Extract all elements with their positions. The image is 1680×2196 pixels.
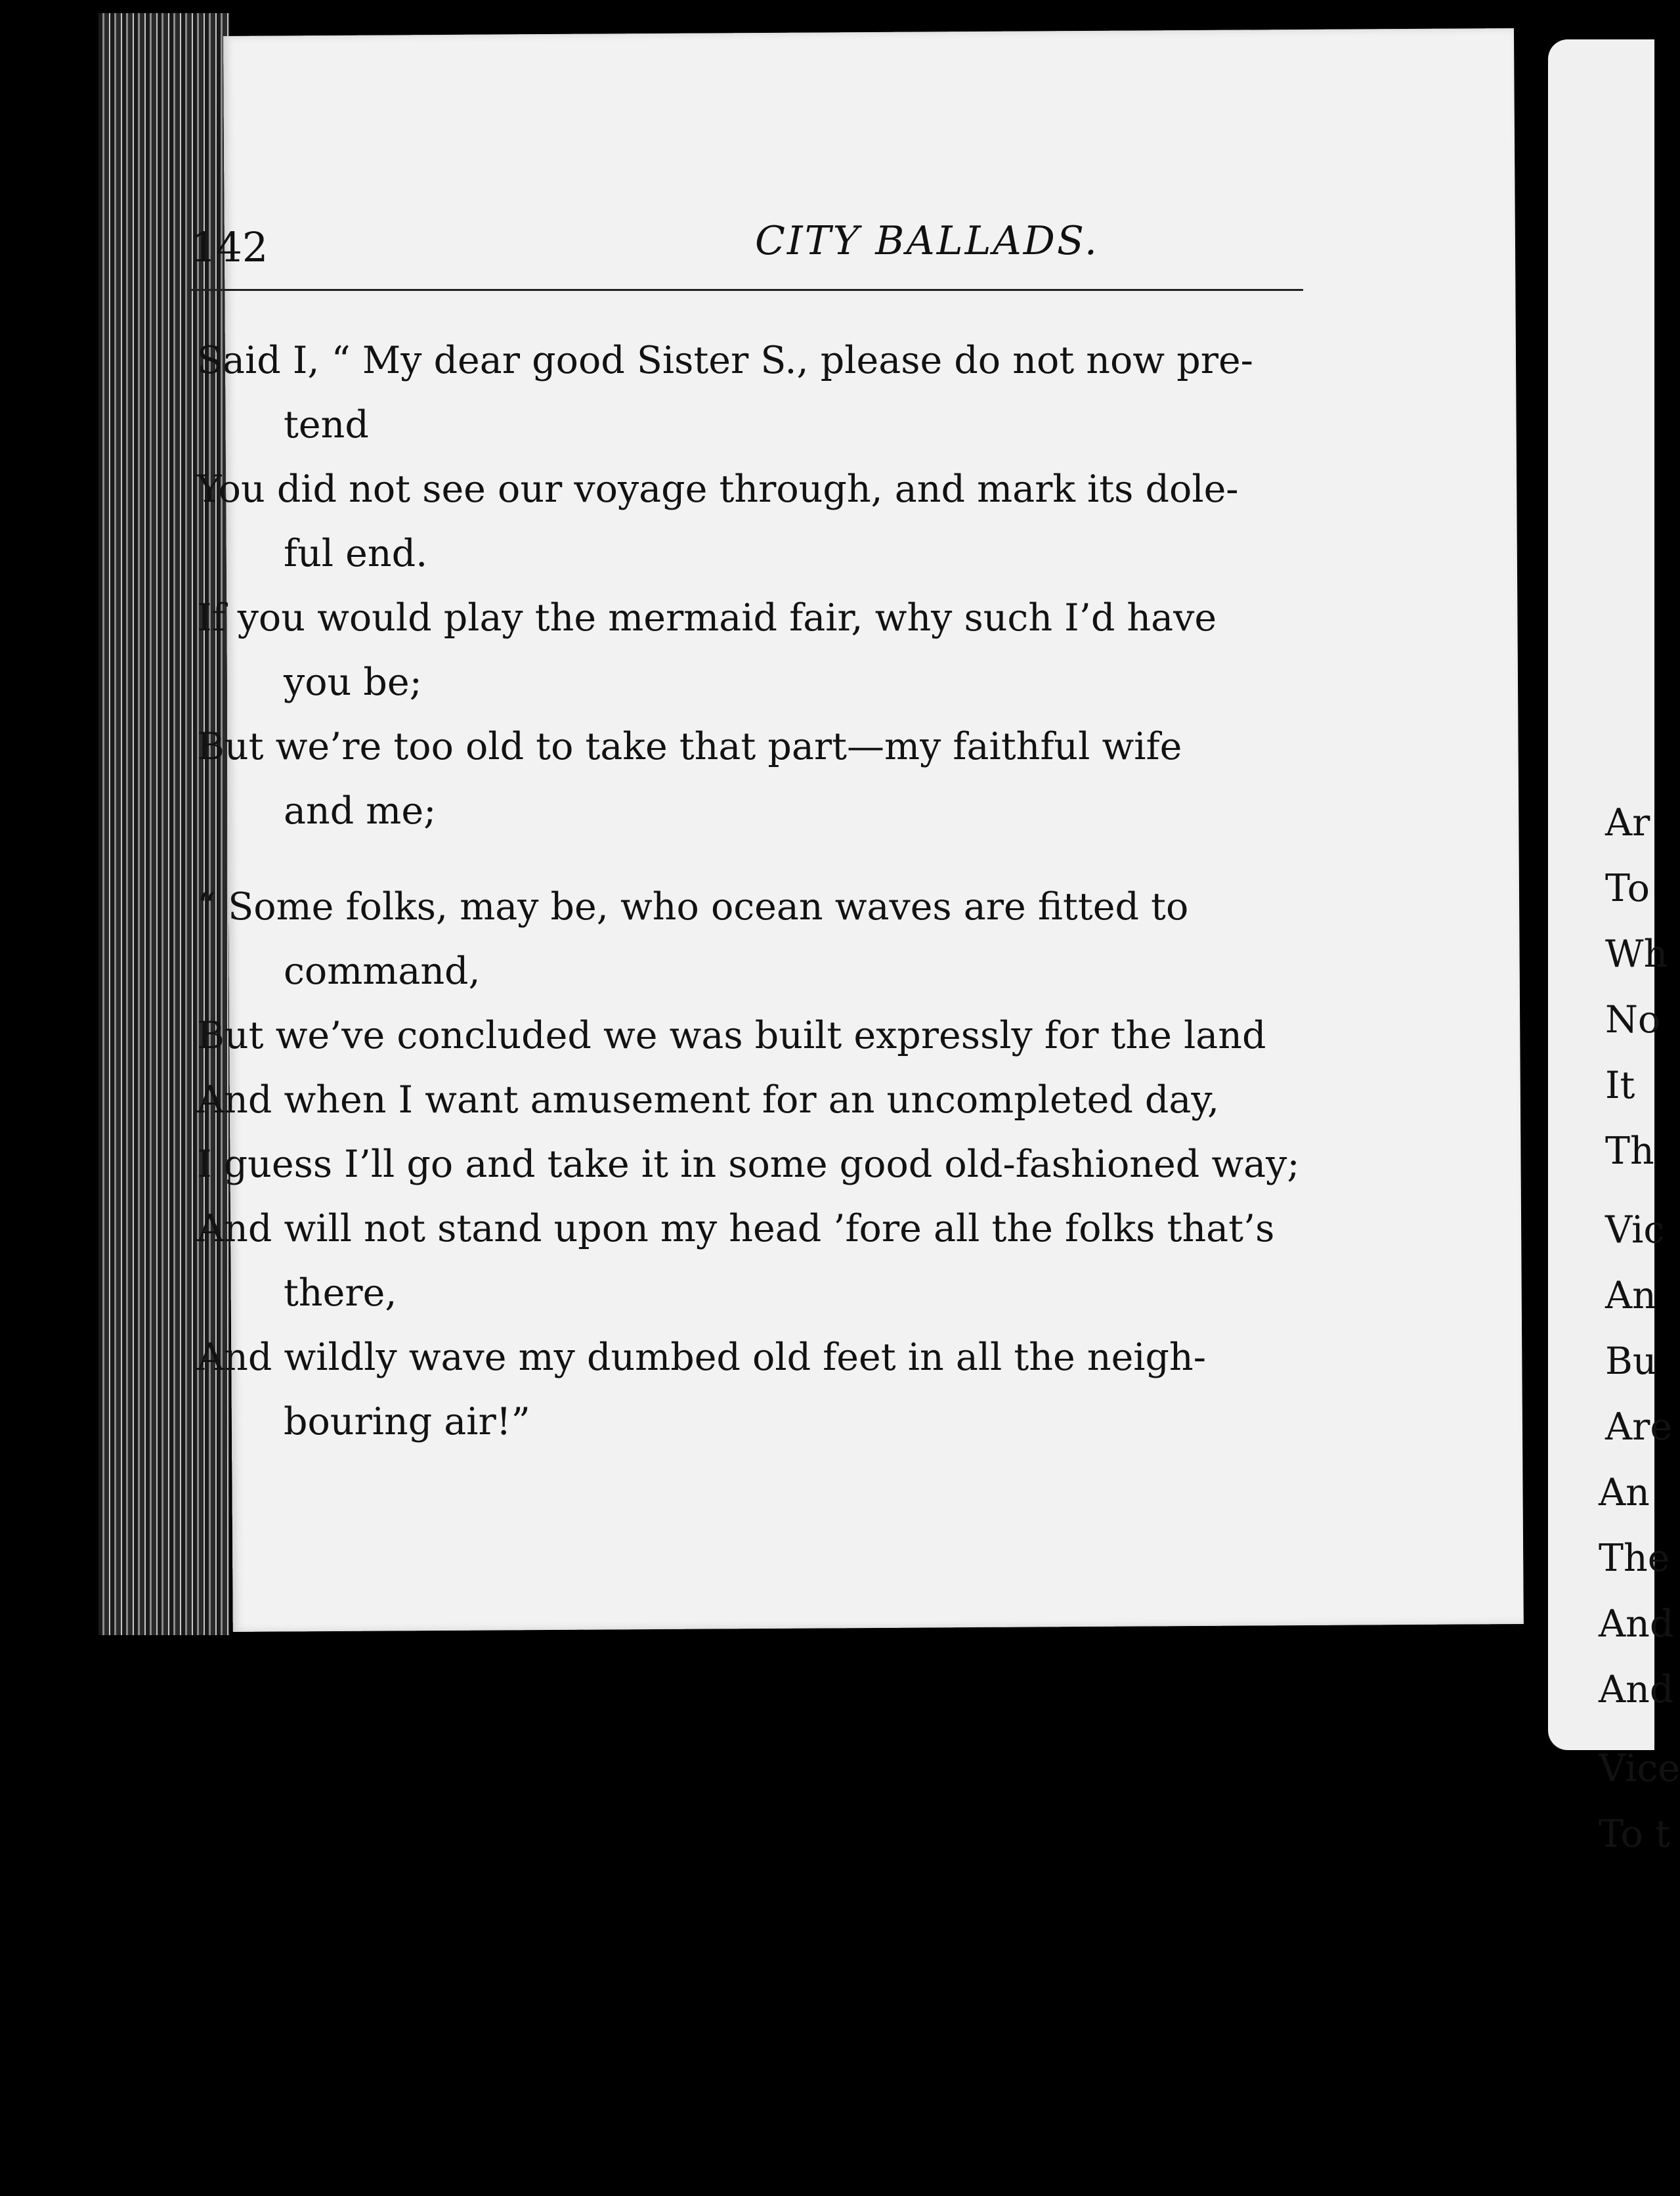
facing-page-line: Are — [1605, 1405, 1673, 1449]
poem-line: Said I, “ My dear good Sister S., please do not now pre- — [197, 339, 1253, 382]
poem-line: ful end. — [284, 532, 428, 575]
poem-body — [197, 328, 1313, 1485]
facing-page-line: No — [1605, 998, 1661, 1042]
running-title: CITY BALLADS. — [755, 218, 1099, 264]
poem-line: you be; — [284, 661, 422, 704]
poem-line: But we’ve concluded we was built expressly for the land — [197, 1014, 1266, 1057]
facing-page-line: Vice — [1599, 1747, 1680, 1790]
stanza — [197, 328, 1313, 843]
poem-line: And will not stand upon my head ’fore all the folks that’s — [197, 1207, 1275, 1250]
facing-page-line: And — [1599, 1602, 1674, 1646]
poem-line: tend — [284, 403, 369, 447]
poem-line: But we’re too old to take that part—my faithful wife — [197, 725, 1182, 768]
facing-page-line: To — [1605, 867, 1650, 910]
facing-page-line: Wh — [1605, 933, 1668, 976]
header-rule — [190, 289, 1303, 291]
page-number: 142 — [190, 223, 269, 271]
poem-line: You did not see our voyage through, and mark its dole- — [197, 468, 1239, 511]
stanza — [197, 875, 1313, 1454]
page-header — [190, 184, 1300, 271]
poem-line: If you would play the mermaid fair, why such I’d have — [197, 596, 1217, 640]
facing-page-line: To t — [1599, 1812, 1670, 1856]
facing-page-line: Ar — [1605, 801, 1650, 845]
facing-page-line: Bu — [1605, 1340, 1657, 1383]
poem-line: And when I want amusement for an uncompleted day, — [197, 1078, 1220, 1122]
facing-page-line: It — [1605, 1064, 1635, 1107]
facing-page-line: The — [1599, 1537, 1670, 1580]
poem-line: And wildly wave my dumbed old feet in all the neigh- — [197, 1336, 1206, 1379]
poem-line: command, — [284, 950, 481, 993]
poem-line: “ Some folks, may be, who ocean waves are fitted to — [197, 885, 1189, 929]
poem-line: bouring air!” — [284, 1400, 530, 1443]
facing-page-line: Th — [1605, 1130, 1654, 1173]
poem-line: there, — [284, 1271, 397, 1315]
facing-page-line: And — [1599, 1668, 1674, 1711]
facing-page-line: An — [1605, 1274, 1656, 1317]
facing-page-line: Vic — [1605, 1208, 1665, 1252]
facing-page-line: An — [1599, 1471, 1650, 1514]
poem-line: I guess I’ll go and take it in some good old-fashioned way; — [197, 1143, 1300, 1186]
poem-line: and me; — [284, 789, 437, 833]
